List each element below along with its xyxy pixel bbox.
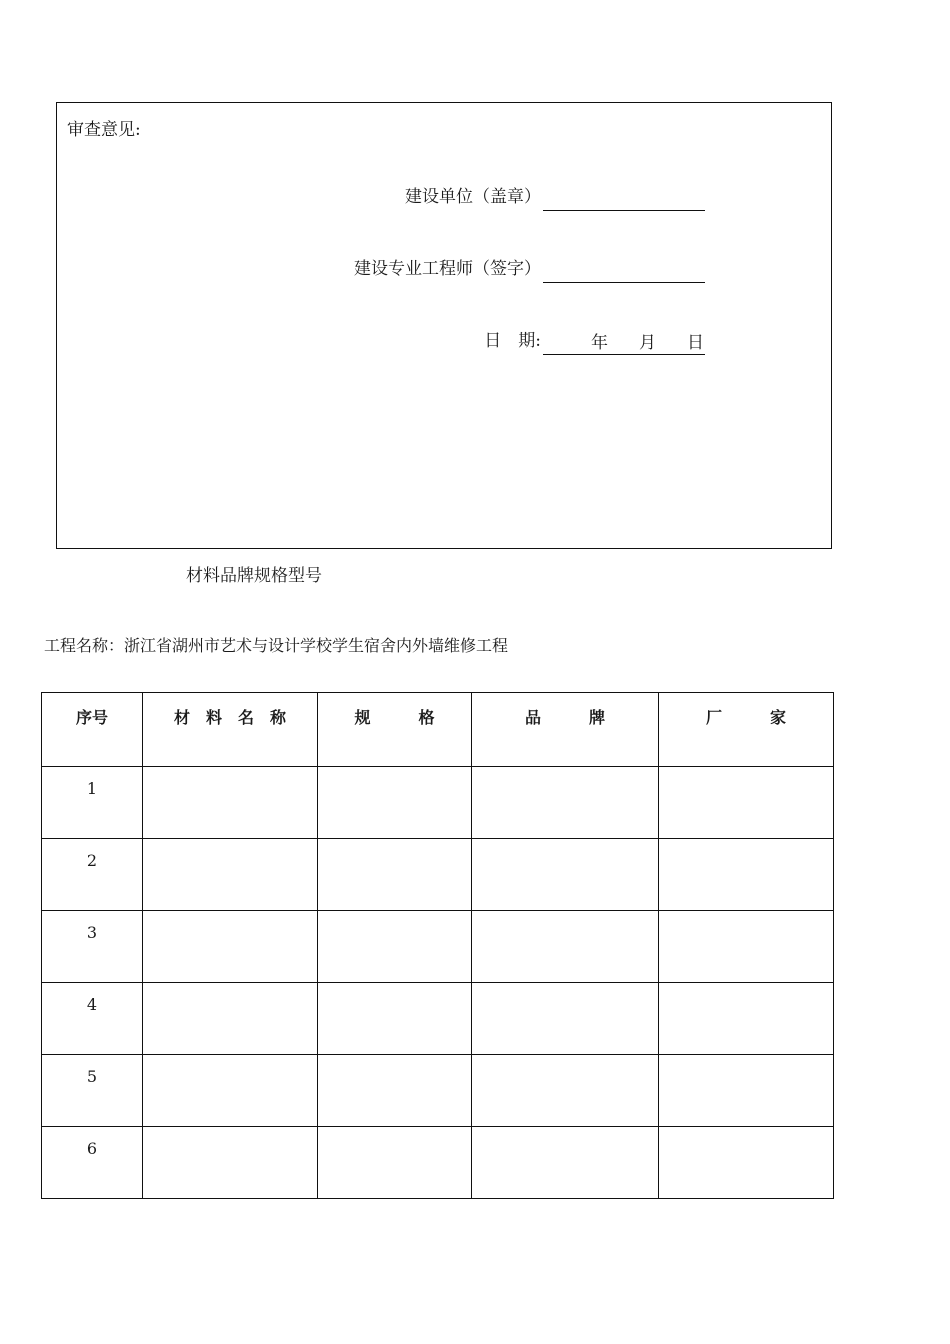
row-number: 1: [42, 767, 143, 839]
spec-cell[interactable]: [318, 1127, 472, 1199]
manufacturer-cell[interactable]: [659, 839, 834, 911]
manufacturer-cell[interactable]: [659, 911, 834, 983]
unit-signature-row: [55, 181, 831, 211]
header-no: 序号: [42, 693, 143, 767]
manufacturer-cell[interactable]: [659, 1055, 834, 1127]
header-material-name: 材 料 名 称: [143, 693, 318, 767]
brand-cell[interactable]: [472, 983, 659, 1055]
brand-cell[interactable]: [472, 1055, 659, 1127]
spec-cell[interactable]: [318, 767, 472, 839]
spec-cell[interactable]: [318, 839, 472, 911]
manufacturer-cell[interactable]: [659, 767, 834, 839]
spec-cell[interactable]: [318, 983, 472, 1055]
project-name: 工程名称：浙江省湖州市艺术与设计学校学生宿舍内外墙维修工程: [44, 636, 509, 655]
spec-cell[interactable]: [318, 911, 472, 983]
row-number: 2: [42, 839, 143, 911]
brand-cell[interactable]: [472, 911, 659, 983]
engineer-label: 建设专业工程师（签字）: [354, 259, 541, 279]
unit-label: 建设单位（盖章）: [405, 187, 541, 207]
table-row: [42, 767, 834, 839]
row-number: 6: [42, 1127, 143, 1199]
date-year: 年: [591, 333, 608, 353]
table-row: [42, 1055, 834, 1127]
brand-cell[interactable]: [472, 839, 659, 911]
material-name-cell[interactable]: [143, 983, 318, 1055]
brand-cell[interactable]: [472, 1127, 659, 1199]
date-parts: [543, 329, 705, 353]
row-number: 4: [42, 983, 143, 1055]
engineer-signature-line[interactable]: [543, 256, 705, 283]
section-title: 材料品牌规格型号: [186, 566, 322, 586]
row-number: 5: [42, 1055, 143, 1127]
brand-cell[interactable]: [472, 767, 659, 839]
date-month: 月: [639, 333, 656, 353]
engineer-signature-row: [55, 253, 831, 283]
table-row: [42, 839, 834, 911]
material-name-cell[interactable]: [143, 767, 318, 839]
materials-table: [41, 692, 834, 1199]
spec-cell[interactable]: [318, 1055, 472, 1127]
row-number: 3: [42, 911, 143, 983]
date-label: 日 期:: [484, 331, 541, 351]
table-header-row: [42, 693, 834, 767]
date-day: 日: [687, 333, 704, 353]
manufacturer-cell[interactable]: [659, 1127, 834, 1199]
header-spec: 规 格: [318, 693, 472, 767]
header-manufacturer: 厂 家: [659, 693, 834, 767]
material-name-cell[interactable]: [143, 1127, 318, 1199]
manufacturer-cell[interactable]: [659, 983, 834, 1055]
review-box: [56, 102, 832, 549]
unit-signature-line[interactable]: [543, 184, 705, 211]
date-row: [55, 325, 831, 355]
material-name-cell[interactable]: [143, 911, 318, 983]
review-label: 审查意见:: [67, 120, 141, 140]
header-brand: 品 牌: [472, 693, 659, 767]
material-name-cell[interactable]: [143, 1055, 318, 1127]
table-row: [42, 911, 834, 983]
table-row: [42, 1127, 834, 1199]
table-row: [42, 983, 834, 1055]
material-name-cell[interactable]: [143, 839, 318, 911]
